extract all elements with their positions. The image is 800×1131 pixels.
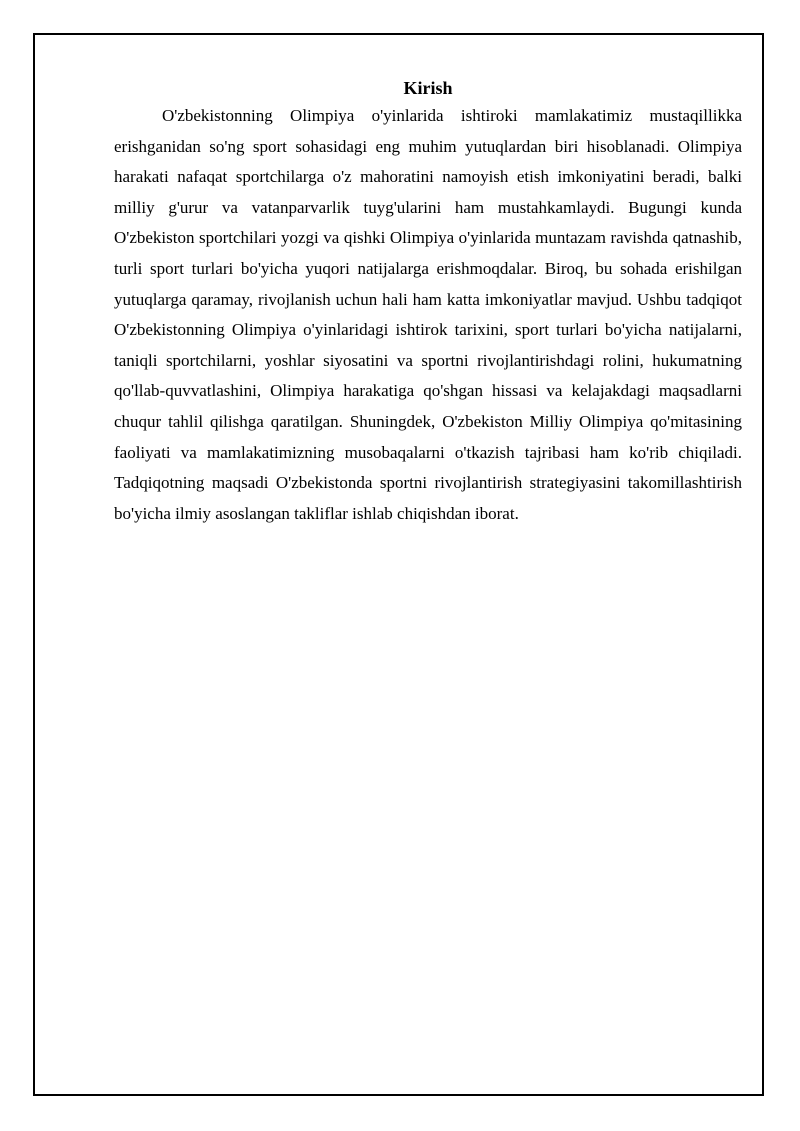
- intro-paragraph: O'zbekistonning Olimpiya o'yinlarida ishtiroki mamlakatimiz mustaqillikka erishganidan so'ng sport sohasidagi eng muhim yutuqlardan biri hisoblanadi. Olimpiya harakati nafaqat sportchilarga o'z mahoratini namoyish etish imkoniyatini beradi, balki milliy g'urur va vatanparvarlik tuyg'ularini ham mustahkamlaydi. Bugungi kunda O'zbekiston sportchilari yozgi va qishki Olimpiya o'yinlarida muntazam ravishda qatnashib, turli sport turlari bo'yicha yuqori natijalarga erishmoqdalar. Biroq, bu sohada erishilgan yutuqlarga qaramay, rivojlanish uchun hali ham katta imkoniyatlar mavjud. Ushbu tadqiqot O'zbekistonning Olimpiya o'yinlaridagi ishtirok tarixini, sport turlari bo'yicha natijalarni, taniqli sportchilarni, yoshlar siyosatini va sportni rivojlantirishdagi rolini, hukumatning qo'llab-quvvatlashini, Olimpiya harakatiga qo'shgan hissasi va kelajakdagi maqsadlarni chuqur tahlil qilishga qaratilgan. Shuningdek, O'zbekiston Milliy Olimpiya qo'mitasining faoliyati va mamlakatimizning musobaqalarni o'tkazish tajribasi ham ko'rib chiqiladi. Tadqiqotning maqsadi O'zbekistonda sportni rivojlantirish strategiyasini takomillashtirish bo'yicha ilmiy asoslangan takliflar ishlab chiqishdan iborat.: [114, 106, 742, 523]
- document-body: [114, 76, 742, 529]
- page-title: Kirish: [403, 78, 453, 98]
